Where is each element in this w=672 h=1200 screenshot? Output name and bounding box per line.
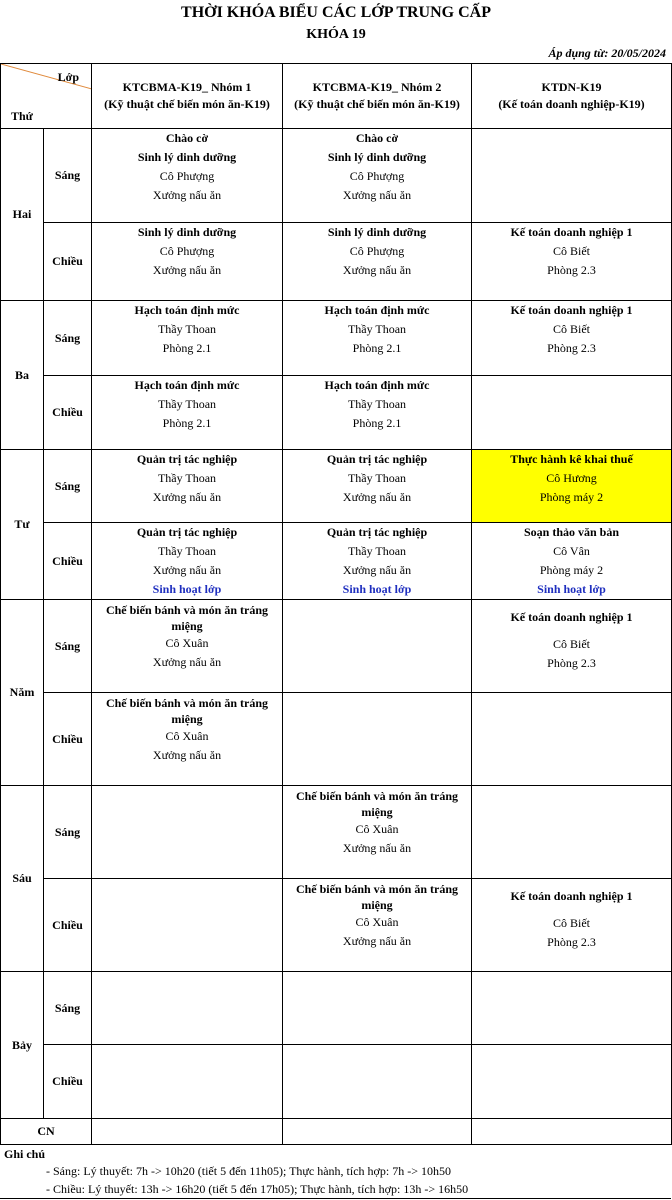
session-afternoon: Chiều (44, 879, 92, 972)
subject-label: Hạch toán định mức (324, 378, 430, 392)
cell-sun-c3 (472, 1119, 672, 1145)
subject-label: Chào cờ (355, 131, 399, 145)
notes (0, 1146, 672, 1198)
cell-sat-pm-c1 (92, 1045, 283, 1119)
cell-line: Phòng máy 2 (539, 563, 604, 577)
class-activity-label: Sinh hoạt lớp (537, 582, 606, 596)
cell-wed-am-c2 (283, 450, 472, 523)
cell-thu-am-c1 (92, 600, 283, 693)
cell-line: Xưởng nấu ăn (342, 934, 412, 948)
subject-label: Sinh lý dinh dưỡng (137, 225, 237, 239)
cell-line: Cô Vân (553, 544, 590, 558)
subject-label: Quản trị tác nghiệp (326, 452, 428, 466)
cell-line: Xưởng nấu ăn (152, 263, 222, 277)
day-wednesday: Tư (1, 450, 44, 600)
cell-line: Sinh lý dinh dưỡng (327, 150, 427, 164)
cell-line: Cô Phượng (159, 244, 215, 258)
cell-line: Xưởng nấu ăn (152, 188, 222, 202)
cell-line: Cô Biết (552, 322, 590, 336)
cell-fri-pm-c3 (472, 879, 672, 972)
cell-line: Cô Biết (552, 916, 590, 930)
cell-sun-c2 (283, 1119, 472, 1145)
cell-line: Phòng máy 2 (539, 490, 604, 504)
cell-line: Xưởng nấu ăn (342, 263, 412, 277)
cell-wed-pm-c1 (92, 523, 283, 600)
corner-class-label: Lớp (57, 70, 79, 84)
cell-thu-pm-c1 (92, 693, 283, 786)
notes-afternoon: - Chiều: Lý thuyết: 13h -> 16h20 (tiết 5 đến 17h05); Thực hành, tích hợp: 13h -> 16h50 (46, 1182, 469, 1196)
class-activity-label: Sinh hoạt lớp (342, 582, 412, 596)
cell-line: Cô Phượng (159, 169, 215, 183)
subject-label: Hạch toán định mức (324, 303, 430, 317)
day-thursday: Năm (1, 600, 44, 786)
subject-label: Thực hành kê khai thuế (510, 452, 633, 466)
cell-fri-am-c1 (92, 786, 283, 879)
corner-header (1, 64, 92, 129)
cell-tue-am-c1 (92, 301, 283, 376)
class-activity-label: Sinh hoạt lớp (152, 582, 222, 596)
cell-wed-pm-c3 (472, 523, 672, 600)
cell-line: Cô Xuân (165, 729, 209, 743)
cell-line: Thầy Thoan (347, 471, 407, 485)
session-afternoon: Chiều (44, 523, 92, 600)
cell-line: Phòng 2.3 (547, 341, 596, 355)
session-morning: Sáng (44, 450, 92, 523)
session-morning: Sáng (44, 301, 92, 376)
subject-label: Chế biến bánh và món ăn tráng miệng (105, 696, 269, 726)
day-sunday: CN (1, 1119, 92, 1145)
cell-line: Thầy Thoan (347, 397, 407, 411)
cell-mon-pm-c3 (472, 223, 672, 301)
cell-sat-pm-c2 (283, 1045, 472, 1119)
cell-line: Thầy Thoan (157, 322, 217, 336)
cell-fri-am-c3 (472, 786, 672, 879)
cell-fri-pm-c1 (92, 879, 283, 972)
cell-mon-am-c1 (92, 129, 283, 223)
cell-line: Xưởng nấu ăn (152, 563, 222, 577)
cell-tue-pm-c3 (472, 376, 672, 450)
session-morning: Sáng (44, 600, 92, 693)
cell-wed-pm-c2 (283, 523, 472, 600)
subject-label: Kế toán doanh nghiệp 1 (510, 225, 633, 239)
cell-line: Cô Biết (552, 637, 590, 651)
cell-line: Xưởng nấu ăn (152, 748, 222, 762)
subject-label: Quản trị tác nghiệp (136, 452, 238, 466)
page-subtitle: KHÓA 19 (306, 27, 366, 42)
cell-thu-am-c2 (283, 600, 472, 693)
cell-sat-pm-c3 (472, 1045, 672, 1119)
subject-label: Chế biến bánh và món ăn tráng miệng (295, 789, 459, 819)
day-friday: Sáu (1, 786, 44, 972)
cell-mon-am-c3 (472, 129, 672, 223)
cell-line: Phòng 2.3 (547, 935, 596, 949)
cell-line: Cô Hương (546, 471, 597, 485)
cell-thu-pm-c3 (472, 693, 672, 786)
cell-mon-am-c2 (283, 129, 472, 223)
cell-line: Thầy Thoan (157, 544, 217, 558)
day-saturday: Bảy (1, 972, 44, 1119)
subject-label: Chế biến bánh và món ăn tráng miệng (105, 603, 269, 633)
class2-header: KTCBMA-K19_ Nhóm 2 (Kỹ thuật chế biến món ăn-K19) (283, 64, 472, 129)
cell-tue-pm-c2 (283, 376, 472, 450)
cell-line: Phòng 2.1 (162, 416, 212, 430)
subject-label: Hạch toán định mức (134, 303, 240, 317)
cell-wed-am-c1 (92, 450, 283, 523)
page-title: THỜI KHÓA BIỂU CÁC LỚP TRUNG CẤP (181, 4, 491, 21)
cell-fri-pm-c2 (283, 879, 472, 972)
cell-line: Phòng 2.1 (352, 341, 402, 355)
bottom-rule (0, 1198, 671, 1199)
subject-label: Kế toán doanh nghiệp 1 (510, 610, 633, 624)
notes-morning: - Sáng: Lý thuyết: 7h -> 10h20 (tiết 5 đến 11h05); Thực hành, tích hợp: 7h -> 10h50 (46, 1164, 451, 1178)
cell-line: Cô Phượng (349, 169, 405, 183)
cell-fri-am-c2 (283, 786, 472, 879)
cell-line: Cô Biết (552, 244, 590, 258)
subject-label: Kế toán doanh nghiệp 1 (510, 303, 633, 317)
cell-line: Xưởng nấu ăn (342, 188, 412, 202)
class1-header: KTCBMA-K19_ Nhóm 1 (Kỹ thuật chế biến món ăn-K19) (92, 64, 283, 129)
day-tuesday: Ba (1, 301, 44, 450)
corner-day-label: Thứ (11, 109, 33, 123)
subject-label: Quản trị tác nghiệp (326, 525, 428, 539)
cell-line: Cô Xuân (355, 915, 399, 929)
subject-label: Hạch toán định mức (134, 378, 240, 392)
cell-tue-am-c3 (472, 301, 672, 376)
cell-sat-am-c2 (283, 972, 472, 1045)
cell-line: Thầy Thoan (157, 471, 217, 485)
cell-sun-c1 (92, 1119, 283, 1145)
subject-label: Quản trị tác nghiệp (136, 525, 238, 539)
subject-label: Chào cờ (165, 131, 209, 145)
cell-thu-am-c3 (472, 600, 672, 693)
subject-label: Chế biến bánh và món ăn tráng miệng (295, 882, 459, 912)
session-afternoon: Chiều (44, 1045, 92, 1119)
cell-line: Phòng 2.3 (547, 656, 596, 670)
cell-line: Xưởng nấu ăn (152, 655, 222, 669)
cell-line: Thầy Thoan (347, 544, 407, 558)
class3-header: KTDN-K19 (Kế toán doanh nghiệp-K19) (472, 64, 672, 129)
session-morning: Sáng (44, 129, 92, 223)
session-afternoon: Chiều (44, 223, 92, 301)
cell-line: Thầy Thoan (347, 322, 407, 336)
cell-line: Xưởng nấu ăn (342, 563, 412, 577)
session-afternoon: Chiều (44, 693, 92, 786)
day-monday: Hai (1, 129, 44, 301)
cell-mon-pm-c1 (92, 223, 283, 301)
session-morning: Sáng (44, 786, 92, 879)
notes-heading: Ghi chú (4, 1147, 46, 1161)
cell-thu-pm-c2 (283, 693, 472, 786)
cell-line: Cô Phượng (349, 244, 405, 258)
cell-tue-pm-c1 (92, 376, 283, 450)
cell-line: Xưởng nấu ăn (152, 490, 222, 504)
cell-line: Phòng 2.1 (352, 416, 402, 430)
cell-wed-am-c3 (472, 450, 672, 523)
subject-label: Soạn thảo văn bản (523, 525, 620, 539)
subject-label: Kế toán doanh nghiệp 1 (510, 889, 633, 903)
applied-date: Áp dụng từ: 20/05/2024 (548, 46, 666, 60)
cell-mon-pm-c2 (283, 223, 472, 301)
cell-line: Phòng 2.3 (547, 263, 596, 277)
cell-line: Sinh lý dinh dưỡng (137, 150, 237, 164)
subject-label: Sinh lý dinh dưỡng (327, 225, 427, 239)
timetable (0, 63, 672, 1145)
cell-line: Xưởng nấu ăn (342, 490, 412, 504)
cell-line: Cô Xuân (355, 822, 399, 836)
cell-line: Cô Xuân (165, 636, 209, 650)
cell-line: Phòng 2.1 (162, 341, 212, 355)
cell-sat-am-c3 (472, 972, 672, 1045)
cell-tue-am-c2 (283, 301, 472, 376)
session-morning: Sáng (44, 972, 92, 1045)
session-afternoon: Chiều (44, 376, 92, 450)
cell-line: Thầy Thoan (157, 397, 217, 411)
cell-sat-am-c1 (92, 972, 283, 1045)
cell-line: Xưởng nấu ăn (342, 841, 412, 855)
